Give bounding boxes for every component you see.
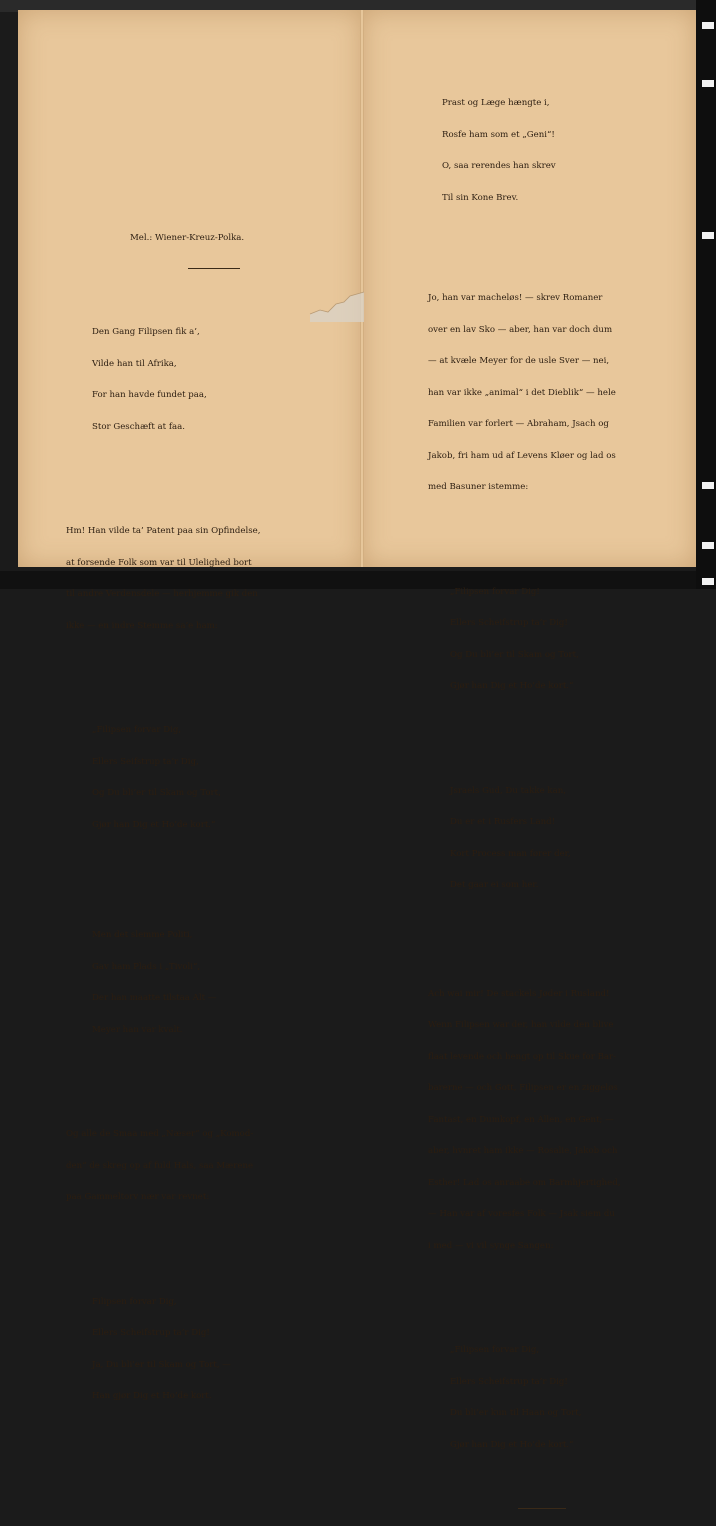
prose-line: ikke — en indre Stemme sa’e ham: xyxy=(66,620,218,631)
verse-line: „Filipsen forvar Dig! xyxy=(450,586,540,597)
prose-line: Og alle de Smaa med „Næser“ og „Komod- xyxy=(66,1129,254,1139)
prose-line: paa Gammeltorv nær var revnet: xyxy=(66,1192,210,1202)
prose-line: Wenn Filipsen war der, han vilde den blive xyxy=(428,1020,614,1030)
left-prose-2 xyxy=(66,1108,318,1224)
prose-line: med Basuner istemme: xyxy=(428,482,529,492)
scanner-marker xyxy=(702,232,714,239)
prose-line: — at kvæle Meyer for de usle Sver — nei, xyxy=(428,356,610,366)
verse-line: O, saa rerendes han skrev xyxy=(442,161,556,171)
scanner-marker xyxy=(702,22,714,29)
verse-line: Vilde han til Afrika, xyxy=(92,358,177,369)
prose-line: aber, hvnret ham ikke — Rosalie, Jakob och xyxy=(428,1146,618,1156)
verse-line: Men det slemme Politi, xyxy=(92,930,193,940)
prose-line: til andre Verdensdele — herhjemme gik den xyxy=(66,589,258,599)
verse-line: Han gjør Dig et Ho’de kort. xyxy=(92,1391,212,1401)
paper-tear xyxy=(310,292,364,322)
scan-right-edge xyxy=(696,0,716,589)
verse-line: Kort Process man fører der, xyxy=(450,848,571,859)
verse-line: Og Du bli’er til Skam og Tort, xyxy=(450,649,579,660)
end-rule xyxy=(518,1508,566,1509)
verse-line: Du bli’er kun til Haan og Tort, xyxy=(450,1408,582,1418)
scanner-marker xyxy=(702,80,714,87)
verse-line: Du er et i Rusfers Land! xyxy=(450,817,556,827)
verse-line: Der han maatte tilstaa Alt — xyxy=(92,993,217,1003)
prose-line: i med — vi vil synge Sangen: xyxy=(428,1240,554,1251)
prose-line: — Han var af voresfes Folk — Jsak siem du xyxy=(428,1209,615,1219)
prose-line: han var ikke „animal“ i det Dieblik“ — hele xyxy=(428,387,616,398)
verse-line: „Filipsen forvar Dig, xyxy=(92,725,182,735)
verse-line: Jsraels Gud, Du takke kan, xyxy=(450,785,566,796)
verse-line: Og Du bli’er til Skam og Tort, xyxy=(92,788,221,798)
verse-line: For han havde fundet paa, xyxy=(92,390,207,400)
verse-line: Filipsen forvar Dig, xyxy=(92,1296,177,1307)
prose-line: Familien var forlert — Abraham, Jsach og xyxy=(428,419,609,429)
verse-line: Den Gang Filipsen fik a’, xyxy=(92,327,200,337)
prose-line: flaat levende och hengt op til Skue for Bar- xyxy=(428,1051,617,1062)
right-stanza-2 xyxy=(428,566,668,713)
right-prose-2 xyxy=(428,968,668,1273)
right-stanza-4 xyxy=(428,1324,668,1471)
verse-line: Prast og Læge hængte i, xyxy=(442,98,550,108)
left-text-column xyxy=(66,212,318,1433)
right-prose-1 xyxy=(428,272,668,514)
verse-line: Til sin Kone Brev. xyxy=(442,192,519,203)
scanner-marker xyxy=(702,542,714,549)
scanner-marker xyxy=(702,578,714,585)
prose-line: barerne — och Gott, Filipsen er en ziggeløs xyxy=(428,1083,618,1093)
left-stanza-1 xyxy=(78,306,318,453)
prose-line: den“ de skreg op af fuld Hals, saa Mærene xyxy=(66,1160,254,1171)
prose-line: Esther! Lad os anraabe om Barmhjertighed, xyxy=(428,1177,621,1188)
verse-line: „Filipsen forvar Dig, xyxy=(450,1345,540,1355)
heading-rule xyxy=(188,268,240,269)
prose-line: Hm! Han vilde ta’ Patent paa sin Opfindelse, xyxy=(66,526,261,536)
verse-line: Gjør han Dig et Ho’de kort.“ xyxy=(450,681,574,691)
verse-line: Det gaar ei som her. xyxy=(450,880,539,890)
prose-line: Ach wai mir! De stackels Jøder i Rusland! xyxy=(428,988,610,999)
verse-line: Ellers Seifstrup ta’r Dig, xyxy=(92,756,199,767)
verse-line: Ja, Du bli’er til Skam og Tort, — xyxy=(92,1359,231,1370)
prose-line: over en lav Sko — aber, han var doch dum xyxy=(428,324,613,335)
left-stanza-3 xyxy=(78,909,318,1056)
verse-line: Gjør han Dig et Ho’de kort.“ xyxy=(450,1439,574,1450)
prose-line: Jakob, fri ham ud af Levens Kløer og lad os xyxy=(428,450,616,461)
verse-line: Ellers Scheifstrup ta’r Dig! xyxy=(450,1376,568,1387)
left-prose-1 xyxy=(66,505,318,652)
verse-line: Ellers Scheifstrup ta’r Dig! xyxy=(450,618,568,628)
left-stanza-4 xyxy=(78,1276,318,1423)
verse-line: Meyer han var kvalt. xyxy=(92,1024,183,1035)
right-stanza-3 xyxy=(428,765,668,912)
right-stanza-1 xyxy=(428,77,668,224)
book-spine xyxy=(360,10,364,567)
tune-heading: Mel.: Wiener-Kreuz-Polka. xyxy=(130,233,245,243)
prose-line: at forsende Folk som var til Ulelighed bort xyxy=(66,557,252,568)
prose-line: Fantast, en Dumkopf, en Allen, en Gent; — xyxy=(428,1114,614,1125)
verse-line: Stor Geschæft at faa. xyxy=(92,421,185,432)
right-text-column xyxy=(428,56,668,1526)
left-stanza-2 xyxy=(78,704,318,851)
prose-line: Jo, han var macheløs! — skrev Romaner xyxy=(428,293,603,303)
verse-line: Ellers Scheifstrup ta’r Dig! xyxy=(92,1328,210,1338)
verse-line: Gav ham Plads i „Tivoli“, xyxy=(92,961,201,972)
verse-line: Gjør han Dig et Ho’de kort.“ xyxy=(92,819,216,830)
scanner-marker xyxy=(702,482,714,489)
verse-line: Rosfe ham som et „Geni“! xyxy=(442,129,555,140)
